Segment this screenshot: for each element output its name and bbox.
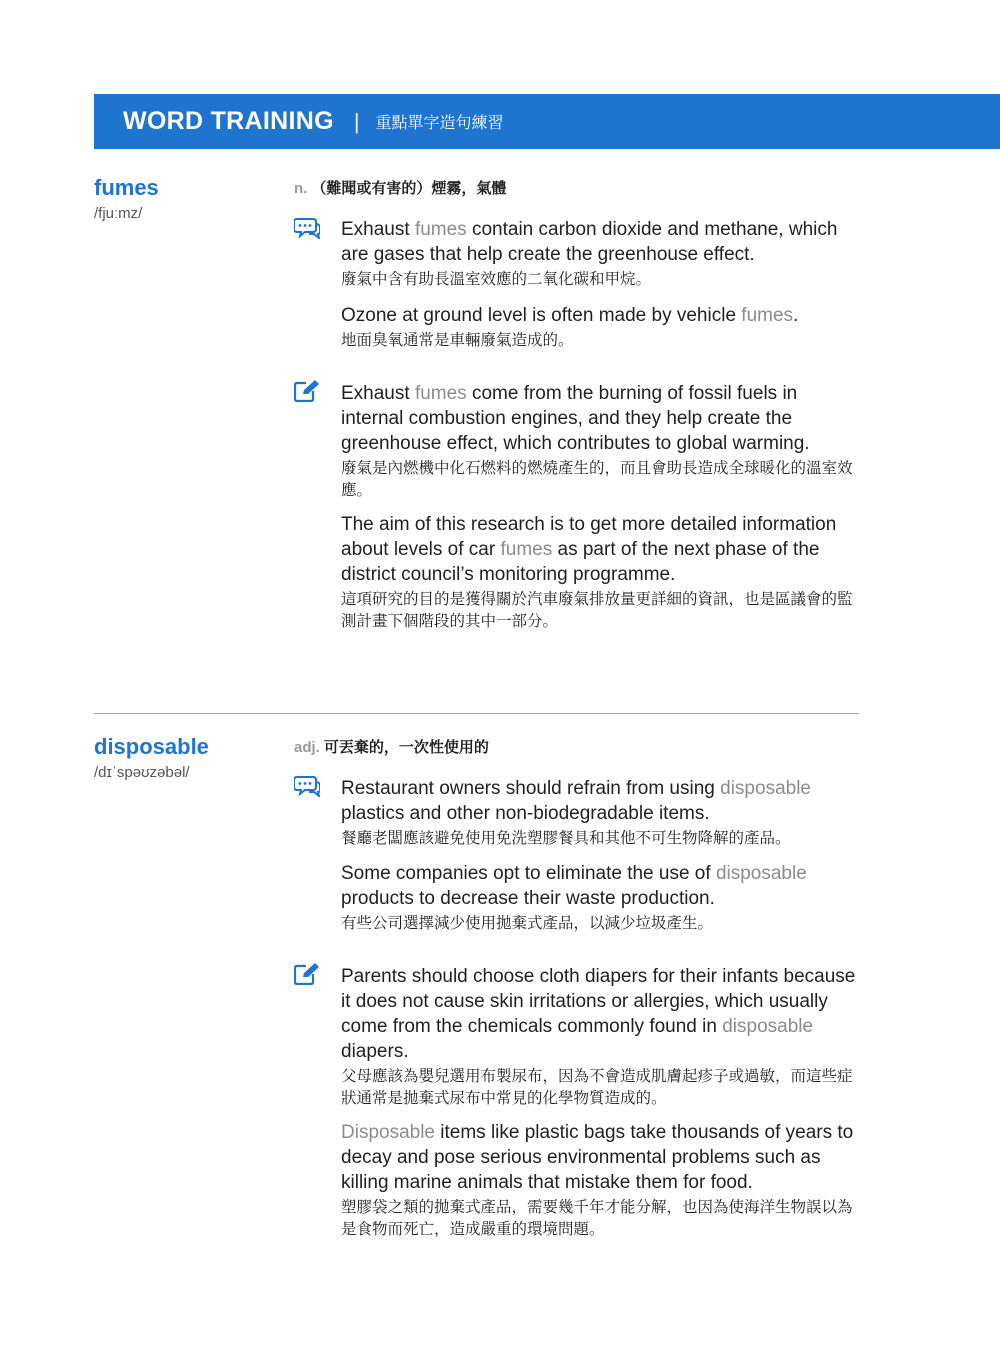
speak-example [341,776,861,849]
definition [294,177,506,198]
phonetic: /fjuːmz/ [94,205,143,222]
example-english: Restaurant owners should refrain from using disposable plastics and other non-biodegradable items. [341,778,811,824]
write-example [341,964,861,1109]
header-subtitle: 重點單字造句練習 [375,113,504,132]
speak-example [341,861,861,934]
phonetic: /dɪˈspəʊzəbəl/ [94,764,190,781]
write-example [341,512,861,632]
example-english: Exhaust fumes come from the burning of fossil fuels in internal combustion engines, and they help create the greenhouse effect, which contributes to global warming. [341,383,810,454]
definition-text: 可丟棄的，一次性使用的 [323,738,489,756]
example-chinese: 這項研究的目的是獲得關於汽車廢氣排放量更詳細的資訊，也是區議會的監測計畫下個階段的其中一部分。 [341,590,853,630]
keyword: fumes [500,539,553,560]
keyword: disposable [722,1016,814,1037]
headword: disposable [94,734,209,759]
speak-example [341,217,861,290]
pencil-edit-icon [294,963,320,985]
example-chinese: 餐廳老闆應該避免使用免洗塑膠餐具和其他不可生物降解的產品。 [341,829,791,847]
header-separator: | [353,108,360,134]
definition-text: （難聞或有害的）煙霧，氣體 [311,179,507,197]
keyword: Disposable [341,1122,435,1143]
keyword: fumes [414,219,467,240]
example-chinese: 父母應該為嬰兒選用布製尿布，因為不會造成肌膚起疹子或過敏，而這些症狀通常是拋棄式尿布中常見的化學物質造成的。 [341,1067,853,1107]
part-of-speech: n. [294,180,308,197]
example-english: Parents should choose cloth diapers for their infants because it does not cause skin irritations or allergies, which usually come from the chemicals commonly found in disposable diapers. [341,966,856,1062]
keyword: fumes [414,383,467,404]
speak-example [341,303,861,351]
keyword: fumes [741,305,794,326]
write-example [341,381,861,501]
definition [294,736,489,757]
headword: fumes [94,175,159,200]
example-chinese: 地面臭氧通常是車輛廢氣造成的。 [341,331,574,349]
part-of-speech: adj. [294,739,320,756]
example-chinese: 廢氣中含有助長溫室效應的二氧化碳和甲烷。 [341,270,652,288]
keyword: disposable [715,863,807,884]
example-english: Exhaust fumes contain carbon dioxide and methane, which are gases that help create the greenhouse effect. [341,219,838,265]
example-chinese: 廢氣是內燃機中化石燃料的燃燒產生的，而且會助長造成全球暖化的溫室效應。 [341,459,853,499]
example-english: Disposable items like plastic bags take thousands of years to decay and pose serious environmental problems such as killing marine animals that mistake them for food. [341,1122,854,1193]
example-chinese: 有些公司選擇減少使用拋棄式產品，以減少垃圾產生。 [341,914,714,932]
speech-bubble-icon [294,775,320,797]
keyword: disposable [720,778,811,799]
entry-divider [94,713,859,714]
example-chinese: 塑膠袋之類的拋棄式產品，需要幾千年才能分解，也因為使海洋生物誤以為是食物而死亡，造成嚴重的環境問題。 [341,1198,853,1238]
header-title: WORD TRAINING [123,107,334,135]
example-english: Ozone at ground level is often made by vehicle fumes. [341,305,799,326]
pencil-edit-icon [294,380,320,402]
example-english: The aim of this research is to get more detailed information about levels of car fumes as part of the next phase of the district council’s monitoring programme. [341,514,837,585]
speech-bubble-icon [294,217,320,239]
write-example [341,1120,861,1240]
example-english: Some companies opt to eliminate the use of disposable products to decrease their waste production. [341,863,807,909]
section-header [94,94,1000,149]
